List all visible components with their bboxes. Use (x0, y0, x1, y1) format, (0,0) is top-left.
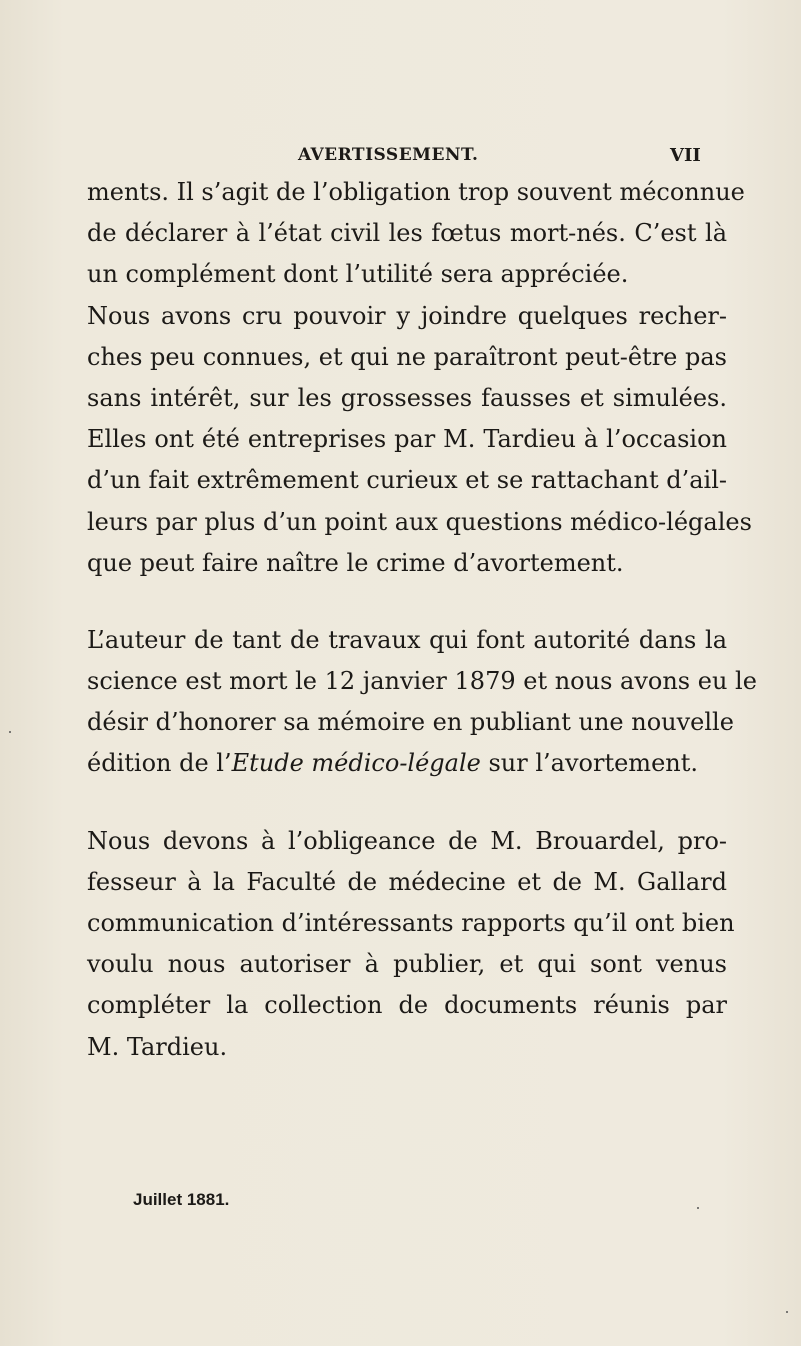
paragraph-3 (87, 620, 757, 785)
paragraph-4 (87, 821, 735, 1068)
book-title: Etude médico-légale (231, 749, 481, 778)
paragraph-1 (87, 172, 745, 296)
running-title: AVERTISSEMENT. (298, 145, 479, 165)
text-line: L’auteur de tant de travaux qui font autorité dans la (87, 625, 727, 654)
body-text (87, 172, 757, 1068)
text-line: voulu nous autoriser à publier, et qui sont venus (87, 950, 727, 979)
text-line: de déclarer à l’état civil les fœtus mort-nés. C’est là (87, 219, 727, 248)
text-line: fesseur à la Faculté de médecine et de M. Gallard (87, 867, 727, 896)
paper-speck (786, 1311, 788, 1313)
paragraph-spacer (87, 584, 727, 620)
text-line: que peut faire naître le crime d’avortement. (87, 548, 624, 577)
text-line: Nous devons à l’obligeance de M. Brouardel, pro- (87, 826, 727, 855)
page-number: VII (670, 145, 701, 166)
text-line: communication d’intéressants rapports qu’il ont bien (87, 909, 735, 937)
text-fragment: édition de l’ (87, 749, 232, 778)
text-line: un complément dont l’utilité sera appréciée. (87, 260, 629, 289)
date-signature: Juillet 1881. (133, 1190, 230, 1209)
text-line (87, 743, 727, 784)
text-line: Elles ont été entreprises par M. Tardieu à l’occasion (87, 425, 727, 454)
text-line: ments. Il s’agit de l’obligation trop souvent méconnue (87, 178, 745, 206)
text-line: désir d’honorer sa mémoire en publiant une nouvelle (87, 708, 734, 737)
text-fragment: sur l’avortement. (480, 749, 698, 778)
text-line: Nous avons cru pouvoir y joindre quelques recher- (87, 301, 727, 330)
text-line: leurs par plus d’un point aux questions médico-légales (87, 507, 752, 536)
text-line: sans intérêt, sur les grossesses fausses et simulées. (87, 383, 727, 412)
text-line: science est mort le 12 janvier 1879 et nous avons eu le (87, 667, 757, 696)
text-line: ches peu connues, et qui ne paraîtront peut-être pas (87, 342, 727, 371)
paper-speck (9, 731, 11, 733)
paragraph-2 (87, 296, 752, 584)
paragraph-spacer (87, 785, 727, 821)
text-line: M. Tardieu. (87, 1032, 228, 1061)
text-line: d’un fait extrêmement curieux et se rattachant d’ail- (87, 466, 727, 495)
text-line: compléter la collection de documents réunis par (87, 991, 727, 1020)
paper-speck (697, 1207, 699, 1209)
